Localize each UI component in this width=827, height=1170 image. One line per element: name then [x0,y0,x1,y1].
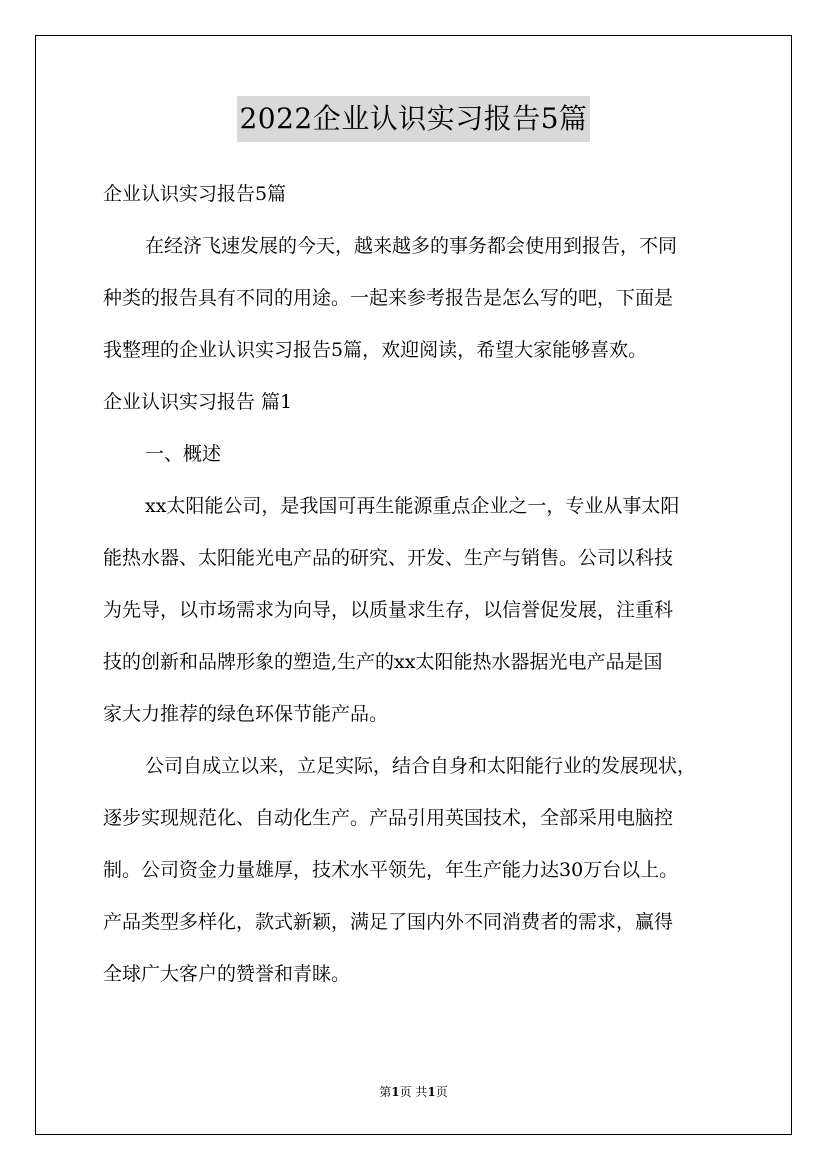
document-subtitle: 企业认识实习报告5篇 [103,183,287,205]
total-page-number: 1 [427,1085,436,1099]
paragraph1-line: 家大力推荐的绿色环保节能产品。 [103,703,389,725]
intro-line: 在经济飞速发展的今天，越来越多的事务都会使用到报告，不同 [145,235,678,257]
intro-line: 我整理的企业认识实习报告5篇，欢迎阅读，希望大家能够喜欢。 [103,339,648,361]
document-body [103,176,743,1008]
page-prefix: 第 [379,1085,392,1099]
page-footer [0,1084,827,1100]
paragraph1-line: 能热水器、太阳能光电产品的研究、开发、生产与销售。公司以科技 [103,547,674,569]
title-container [0,96,827,142]
document-title: 2022企业认识实习报告5篇 [237,96,589,142]
intro-line: 种类的报告具有不同的用途。一起来参考报告是怎么写的吧，下面是 [103,287,674,309]
paragraph2-line: 逐步实现规范化、自动化生产。产品引用英国技术，全部采用电脑控 [103,807,674,829]
page-suffix: 页 [435,1085,448,1099]
paragraph2-line: 产品类型多样化，款式新颖，满足了国内外不同消费者的需求，赢得 [103,911,674,933]
overview-heading: 一、概述 [145,443,222,465]
paragraph2-line: 制。公司资金力量雄厚，技术水平领先，年生产能力达30万台以上。 [103,859,679,881]
page-middle-text: 页 共 [399,1085,428,1099]
section-heading: 企业认识实习报告 篇1 [103,391,293,413]
paragraph1-line: 技的创新和品牌形象的塑造,生产的xx太阳能热水器据光电产品是国 [103,651,663,673]
paragraph2-line: 全球广大客户的赞誉和青睐。 [103,963,351,985]
paragraph2-line: 公司自成立以来，立足实际，结合自身和太阳能行业的发展现状， [145,755,697,777]
paragraph1-line: xx太阳能公司，是我国可再生能源重点企业之一，专业从事太阳 [145,495,680,517]
current-page-number: 1 [391,1085,400,1099]
paragraph1-line: 为先导，以市场需求为向导，以质量求生存，以信誉促发展，注重科 [103,599,674,621]
